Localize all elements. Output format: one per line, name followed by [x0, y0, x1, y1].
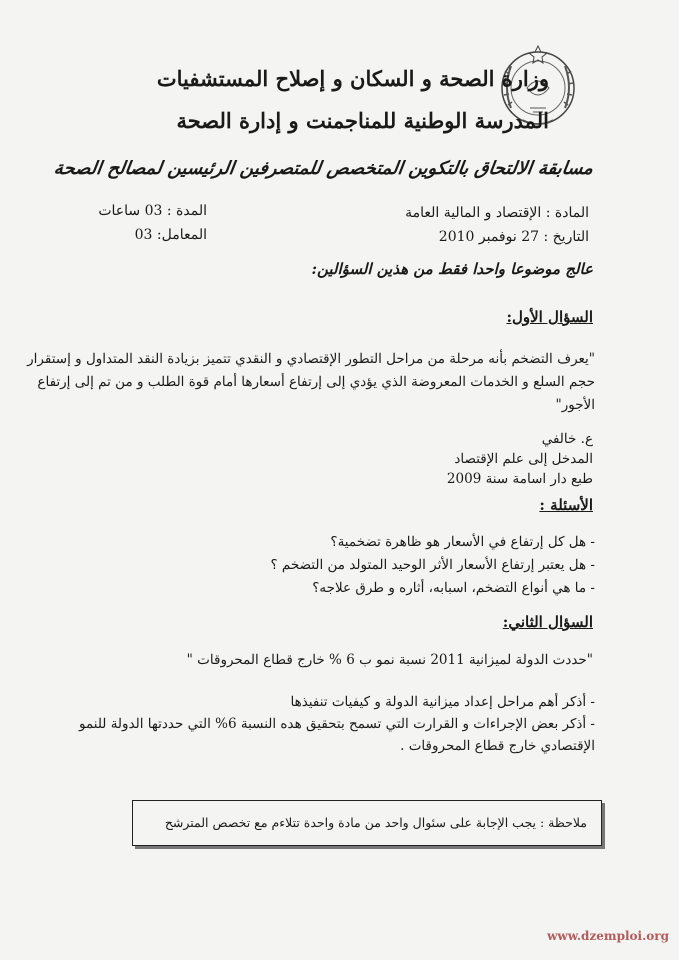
citation-publisher: طبع دار اسامة سنة 2009: [446, 471, 593, 487]
coefficient-line: المعامل: 03: [134, 227, 207, 243]
question1-text: "يعرف التضخم بأنه مرحلة من مراحل التطور الإقتصادي و النقدي تتميز بزيادة النقد المتداول و إستقرار حجم السلع و الخدمات المعروضة الذي يؤدي إلى إرتفاع أسعارها أمام قوة الطلب و من تم إلى إرتفاع الأجور": [27, 351, 595, 413]
instruction: عالج موضوعا واحدا فقط من هذين السؤالين:: [311, 260, 593, 278]
date-line: التاريخ : 27 نوفمبر 2010: [438, 229, 589, 245]
question1-list: [270, 531, 595, 600]
list-item: - أذكر أهم مراحل إعداد ميزانية الدولة و كيفيات تنفيذها: [65, 691, 595, 713]
list-item: - هل كل إرتفاع في الأسعار هو ظاهرة تضخمية؟: [270, 531, 595, 554]
question2-quote: "حددت الدولة لميزانية 2011 نسبة نمو ب 6 % خارج قطاع المحروقات ": [186, 652, 593, 668]
subject-line: المادة : الإقتصاد و المالية العامة: [405, 205, 589, 221]
question2-list: [65, 691, 595, 757]
citation-book: المدخل إلى علم الإقتصاد: [454, 451, 593, 467]
note-box: [132, 800, 602, 846]
note-text: ملاحظة : يجب الإجابة على سئوال واحد من مادة واحدة تتلاءم مع تخصص المترشح: [164, 815, 587, 830]
citation-author: ع. خالفي: [541, 431, 593, 447]
questions-subheading: الأسئلة :: [539, 496, 593, 514]
duration-line: المدة : 03 ساعات: [98, 203, 207, 219]
watermark: www.dzemploi.org: [547, 929, 669, 943]
citation: [447, 429, 593, 489]
ministry-name: وزارة الصحة و السكان و إصلاح المستشفيات: [156, 66, 549, 91]
list-item: - ما هي أنواع التضخم، اسبابه، أثاره و طرق علاجه؟: [270, 577, 595, 600]
school-name: المدرسة الوطنية للمناجمنت و إدارة الصحة: [176, 108, 549, 133]
list-item: - هل يعتبر إرتفاع الأسعار الأثر الوحيد المتولد من التضخم ؟: [270, 554, 595, 577]
exam-title: مسابقة الالتحاق بالتكوين المتخصص للمتصرفين الرئيسين لمصالح الصحة: [52, 158, 595, 179]
question2-heading: السؤال الثاني:: [502, 613, 593, 631]
question1-heading: السؤال الأول:: [506, 308, 593, 326]
list-item: - أذكر بعض الإجراءات و القرارت التي تسمح بتحقيق هده النسبة 6% التي حددتها الدولة للنمو الإقتصادي خارج قطاع المحروقات .: [65, 713, 595, 757]
